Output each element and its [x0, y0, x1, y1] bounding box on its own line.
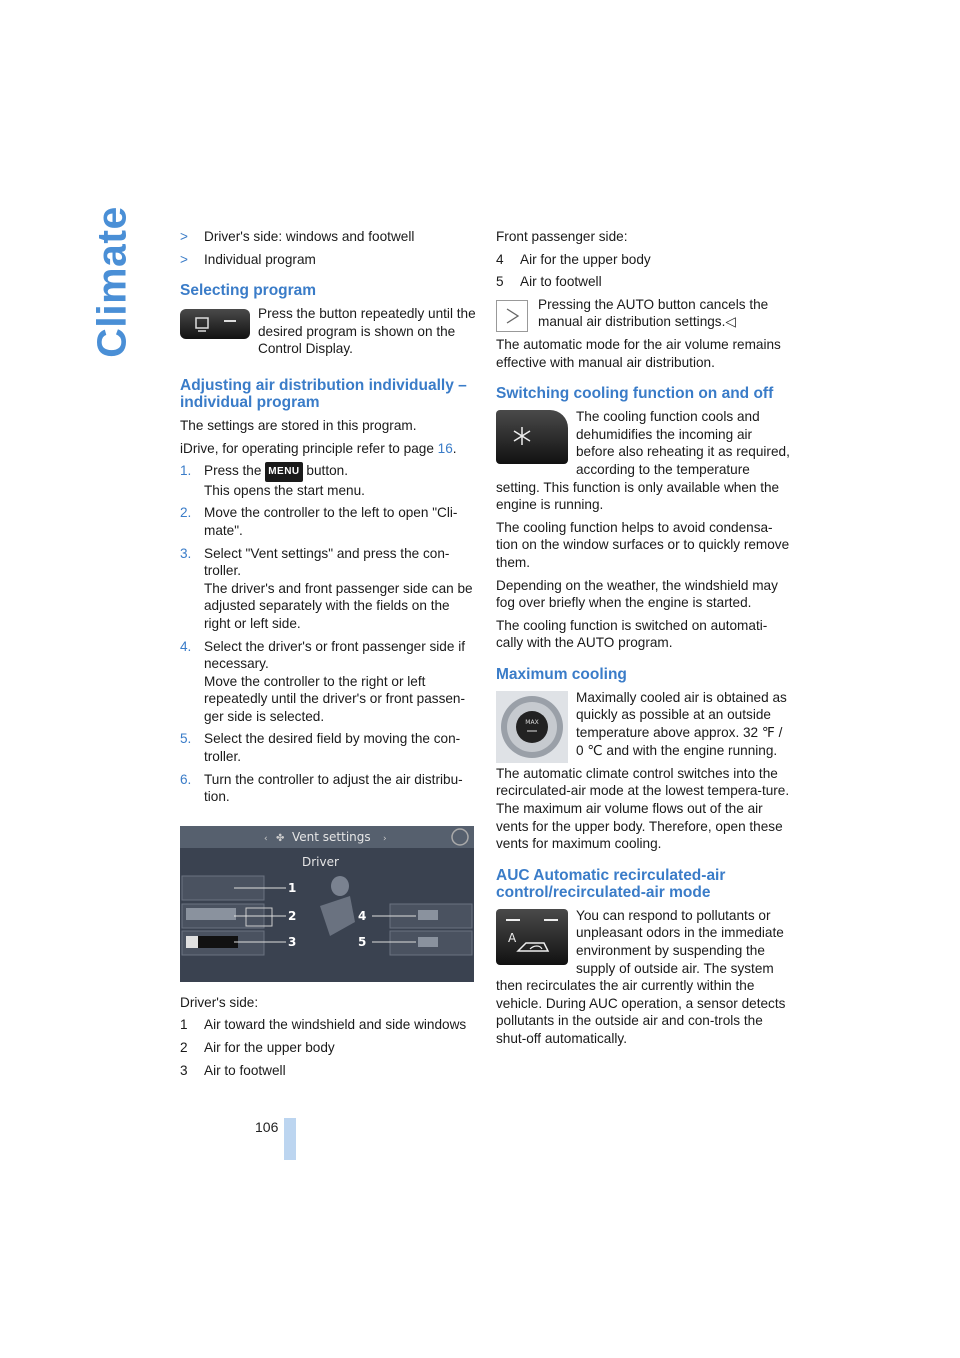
cooling-block: [496, 408, 792, 519]
paragraph: The settings are stored in this program.: [180, 417, 417, 433]
step-number: 2.: [180, 505, 192, 521]
svg-text:›: ›: [383, 833, 387, 844]
step-text: Move the controller to the left to open "Cli-mate".: [204, 505, 458, 538]
step-subtext: The driver's and front passenger side can be adjusted separately with the fields on the right or left side.: [204, 580, 473, 631]
legend-text: Air for the upper body: [520, 251, 651, 267]
selecting-program-text: Press the button repeatedly until the desired program is shown on the Control Display.: [258, 306, 476, 357]
snowflake-icon: [496, 410, 568, 464]
note-text: [496, 296, 792, 331]
legend-number: 2: [180, 1040, 188, 1056]
max-knob-icon: [496, 691, 568, 763]
step-item: [180, 730, 476, 765]
passenger-side-label: Front passenger side:: [496, 229, 628, 244]
legend-text: Air to footwell: [204, 1062, 286, 1078]
cooling-button-image: [496, 410, 568, 464]
max-label: MAX: [525, 718, 539, 726]
step-subtext: Move the controller to the right or left repeatedly until the driver's or front passen-ger side is selected.: [204, 673, 466, 724]
paragraph: The automatic climate control switches into the recirculated-air mode at the lowest tempera-ture. The maximum air volume flows out of the air vents for the upper body. Therefore, open these vents for maximum cooling.: [496, 765, 790, 852]
step-item: [180, 638, 476, 726]
bullet-text: Driver's side: windows and footwell: [204, 229, 415, 244]
section-heading-auc: AUC Automatic recirculated-air control/recirculated-air mode: [496, 866, 726, 901]
step-item: [180, 462, 476, 499]
callout-4: 4: [358, 908, 367, 923]
ref-text: iDrive, for operating principle refer to page: [180, 440, 438, 456]
bullet-text: Individual program: [204, 251, 316, 267]
section-heading-air-distribution: Adjusting air distribution individually – individual program: [180, 376, 467, 411]
section-heading-selecting-program: Selecting program: [180, 282, 317, 300]
menu-key-icon: MENU: [265, 462, 302, 482]
bullet-item: [180, 228, 476, 246]
callout-2: 2: [288, 908, 297, 923]
auc-block: [496, 907, 792, 1053]
step-subtext: This opens the start menu.: [204, 482, 365, 498]
legend-item: [496, 273, 792, 291]
max-cooling-block: [496, 689, 792, 765]
paragraph: The cooling function helps to avoid condensa-tion on the window surfaces or to quickly remove them.: [496, 519, 790, 570]
step-text: Select "Vent settings" and press the con-troller.: [204, 545, 450, 579]
right-column: [496, 228, 792, 1053]
legend-item: [180, 1016, 476, 1034]
callout-1: 1: [288, 880, 297, 895]
legend-text: Air toward the windshield and side windows: [204, 1017, 467, 1033]
legend-item: [180, 1062, 476, 1080]
vent-program-icon: [180, 309, 250, 339]
step-item: [180, 771, 476, 806]
step-number: 4.: [180, 638, 192, 654]
legend-number: 4: [496, 251, 504, 267]
paragraph: Maximally cooled air is obtained as quickly as possible at an outside temperature above approx. 32 ℉ / 0 ℃ and with the engine running.: [576, 689, 787, 758]
selecting-program-block: [180, 305, 476, 363]
vent-settings-screen: [180, 826, 474, 982]
legend-text: Air for the upper body: [204, 1040, 335, 1056]
bullet-marker: >: [180, 251, 188, 267]
chapter-title-text: Climate: [88, 206, 135, 358]
legend-number: 3: [180, 1062, 188, 1078]
step-number: 6.: [180, 771, 192, 787]
end-marker: ◁: [725, 314, 736, 330]
bullet-marker: >: [180, 229, 188, 244]
step-number: 3.: [180, 545, 192, 561]
paragraph: You can respond to pollutants or unpleasant odors in the immediate environment by suspending the supply of outside air. The system then recirculates the air currently within the vehicle. During AUC operation, a sensor detects pollutants in the outside air and con-trols the shut-off automatically.: [496, 907, 786, 1046]
page-number: 106: [255, 1119, 279, 1135]
legend-text: Air to footwell: [520, 274, 602, 290]
screen-subtitle: Driver: [302, 854, 339, 869]
chapter-side-title: [62, 206, 162, 358]
paragraph: The cooling function cools and dehumidifies the incoming air before also reheating it as required, according to the temperature setting. This function is only available when the engine is running.: [496, 409, 790, 513]
step-text: Select the desired field by moving the con-troller.: [204, 731, 461, 765]
paragraph: The automatic mode for the air volume remains effective with manual air distribution.: [496, 336, 781, 370]
step-item: [180, 545, 476, 633]
program-button-image: [180, 309, 250, 339]
note-arrow-icon: [496, 300, 528, 332]
paragraph-page-reference: [180, 440, 476, 458]
left-column: [180, 228, 476, 1084]
step-text: Turn the controller to adjust the air distribu-tion.: [204, 771, 463, 805]
step-text: Select the driver's or front passenger side if necessary.: [204, 638, 466, 672]
vent-settings-screen-image: [180, 826, 474, 982]
fan-icon: ✤: [276, 832, 285, 844]
max-knob-image: [496, 691, 568, 763]
note-block: [496, 296, 792, 336]
ref-end: .: [452, 440, 457, 456]
driver-side-label: Driver's side:: [180, 994, 259, 1010]
paragraph: Depending on the weather, the windshield may fog over briefly when the engine is started.: [496, 577, 778, 611]
svg-text:‹: ‹: [264, 833, 268, 844]
page-marker-bar: [284, 1118, 296, 1160]
paragraph: The cooling function is switched on automati-cally with the AUTO program.: [496, 617, 768, 651]
section-heading-max-cooling: Maximum cooling: [496, 665, 627, 683]
step-text: button.: [302, 463, 349, 479]
bullet-item: [180, 251, 476, 269]
screen-title: Vent settings: [292, 829, 371, 844]
legend-item: [180, 1039, 476, 1057]
auc-button-image: [496, 909, 568, 965]
step-number: 1.: [180, 463, 192, 479]
callout-3: 3: [288, 934, 297, 949]
step-text: Press the: [204, 463, 266, 479]
legend-number: 1: [180, 1017, 188, 1033]
section-heading-cooling: Switching cooling function on and off: [496, 385, 774, 403]
recirculation-icon: [496, 909, 568, 965]
step-number: 5.: [180, 731, 192, 747]
legend-item: [496, 251, 792, 269]
legend-number: 5: [496, 274, 504, 290]
callout-5: 5: [358, 934, 367, 949]
note-body: Pressing the AUTO button cancels the manual air distribution settings.: [538, 296, 769, 330]
auc-letter: A: [508, 930, 517, 945]
page-link[interactable]: 16: [437, 440, 453, 456]
step-item: [180, 504, 476, 539]
